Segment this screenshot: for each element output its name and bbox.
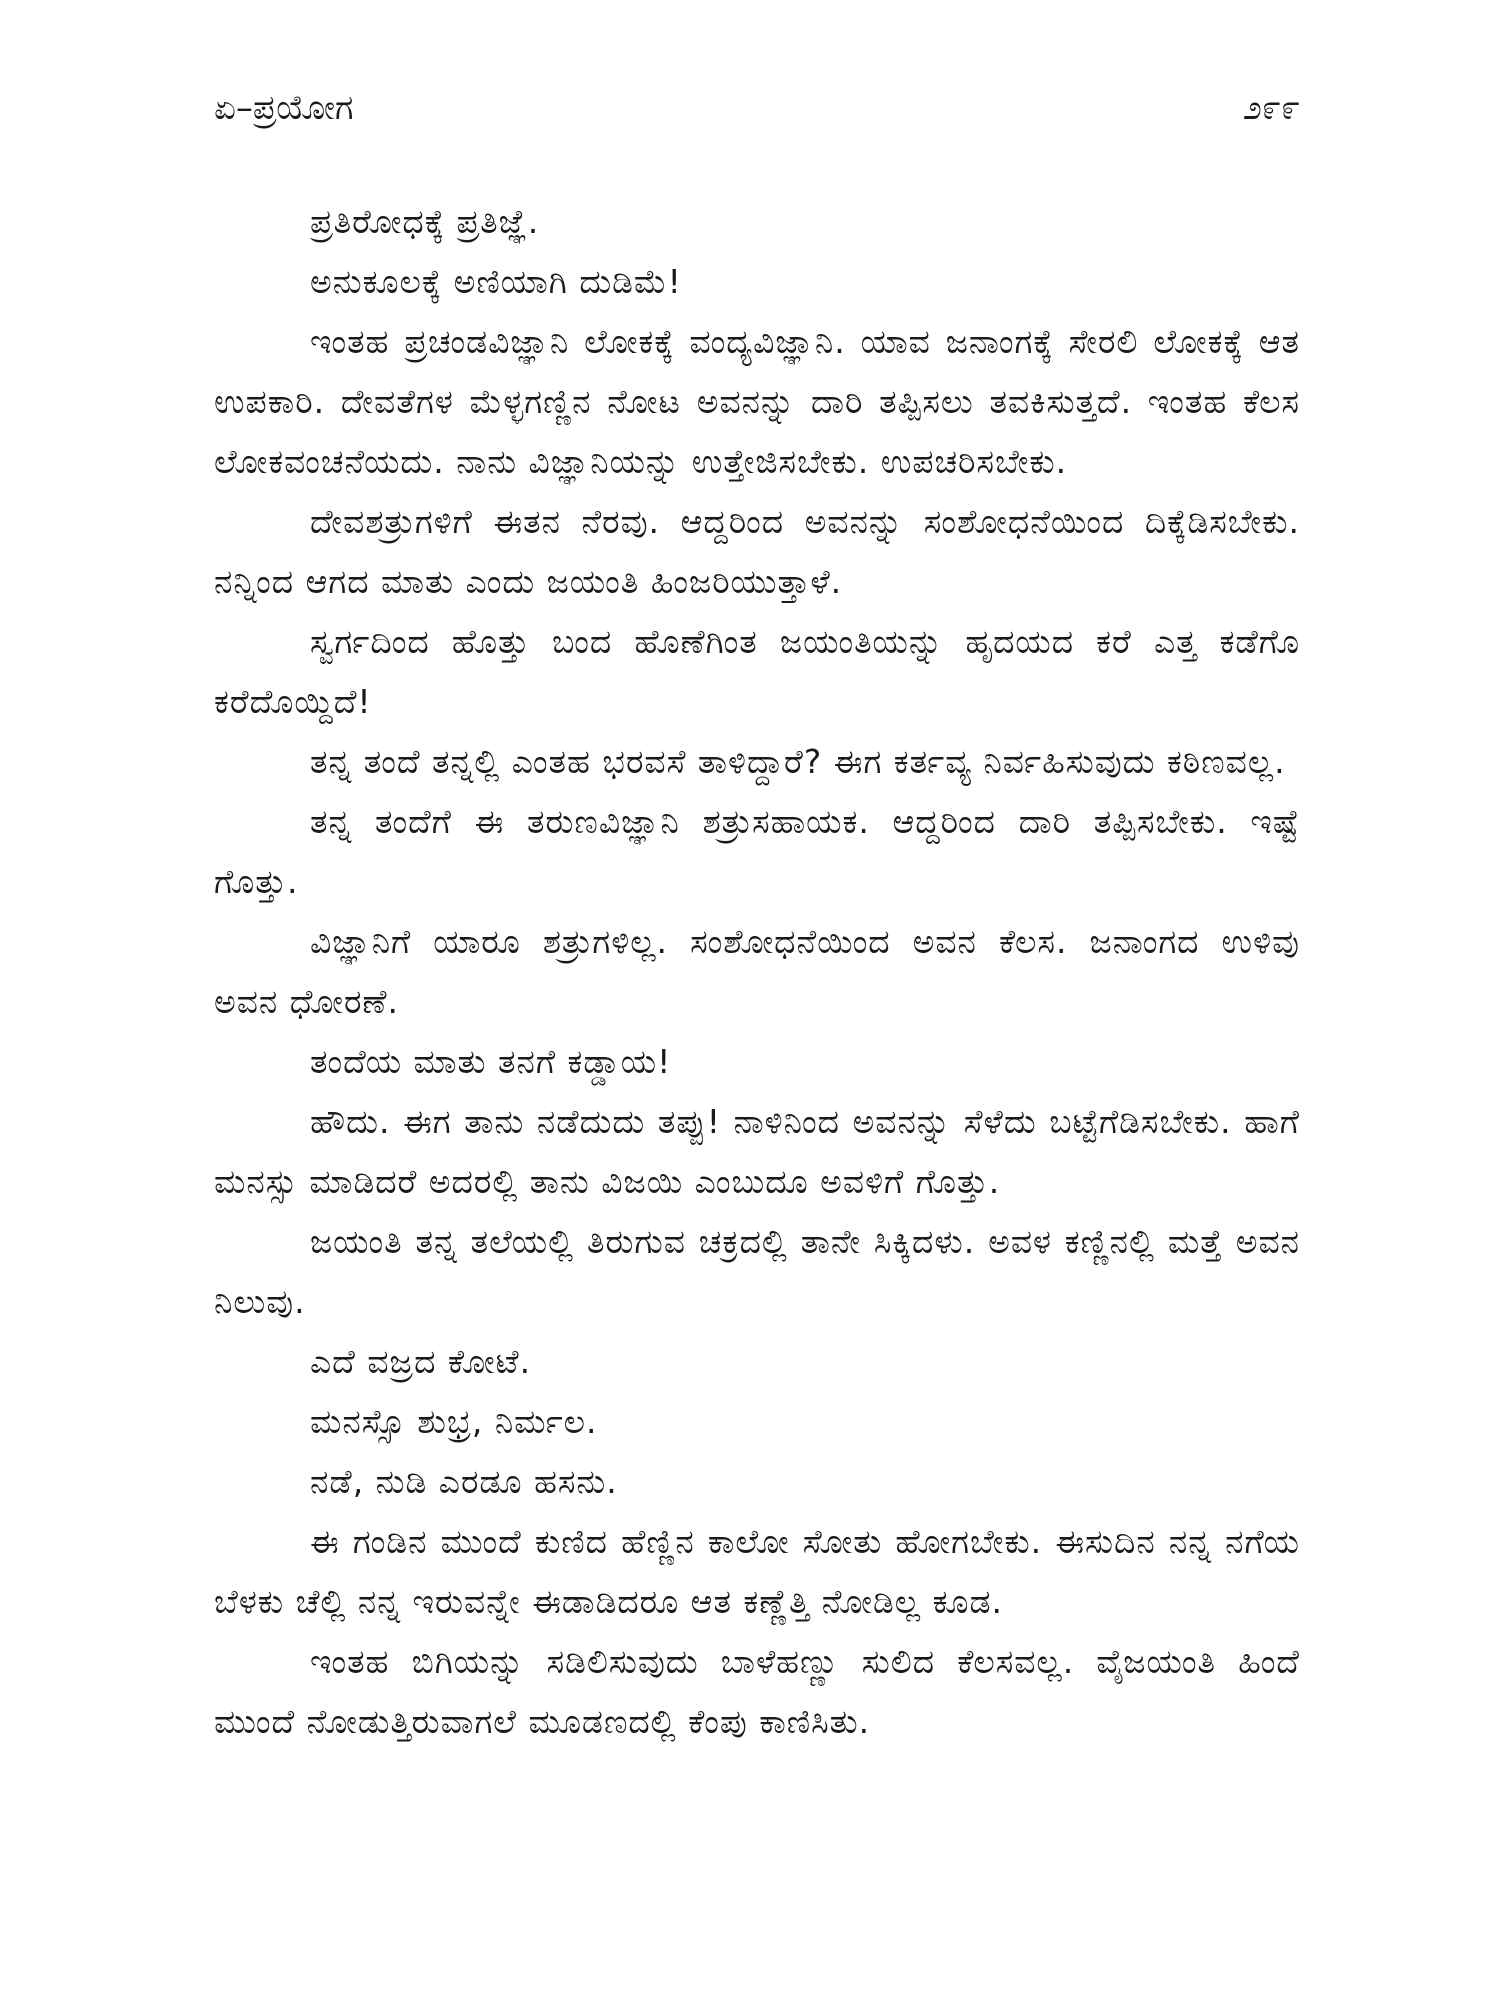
chapter-title: ಏ–ಪ್ರಯೋಗ [214, 88, 354, 128]
paragraph: ಸ್ವರ್ಗದಿಂದ ಹೊತ್ತು ಬಂದ ಹೊಣೆಗಿಂತ ಜಯಂತಿಯನ್ನು ಹೃದಯದ ಕರೆ ಎತ್ತ ಕಡೆಗೊ ಕರೆದೊಯ್ದಿದೆ! [214, 622, 1300, 721]
paragraph: ಜಯಂತಿ ತನ್ನ ತಲೆಯಲ್ಲಿ ತಿರುಗುವ ಚಕ್ರದಲ್ಲಿ ತಾನೇ ಸಿಕ್ಕಿದಳು. ಅವಳ ಕಣ್ಣಿನಲ್ಲಿ ಮತ್ತೆ ಅವನ ನಿಲುವು. [214, 1222, 1300, 1321]
paragraph: ತಂದೆಯ ಮಾತು ತನಗೆ ಕಡ್ಡಾಯ! [310, 1042, 672, 1081]
paragraph: ಅನುಕೂಲಕ್ಕೆ ಅಣಿಯಾಗಿ ದುಡಿಮೆ! [310, 262, 682, 301]
paragraph: ಮನಸ್ಸೊ ಶುಭ್ರ, ನಿರ್ಮಲ. [310, 1402, 598, 1441]
paragraph: ಪ್ರತಿರೋಧಕ್ಕೆ ಪ್ರತಿಜ್ಞೆ. [310, 202, 540, 241]
paragraph: ಇಂತಹ ಬಿಗಿಯನ್ನು ಸಡಿಲಿಸುವುದು ಬಾಳೆಹಣ್ಣು ಸುಲಿದ ಕೆಲಸವಲ್ಲ. ವೈಜಯಂತಿ ಹಿಂದೆ ಮುಂದೆ ನೋಡುತ್ತಿರುವಾಗಲೆ ಮೂಡಣದಲ್ಲಿ ಕೆಂಪು ಕಾಣಿಸಿತು. [214, 1642, 1300, 1741]
running-header [214, 84, 1300, 132]
paragraph: ಹೌದು. ಈಗ ತಾನು ನಡೆದುದು ತಪ್ಪು! ನಾಳಿನಿಂದ ಅವನನ್ನು ಸೆಳೆದು ಬಟ್ಟೆಗೆಡಿಸಬೇಕು. ಹಾಗೆ ಮನಸ್ಸು ಮಾಡಿದರೆ ಅದರಲ್ಲಿ ತಾನು ವಿಜಯಿ ಎಂಬುದೂ ಅವಳಿಗೆ ಗೊತ್ತು. [214, 1102, 1300, 1201]
paragraph: ನಡೆ, ನುಡಿ ಎರಡೂ ಹಸನು. [310, 1462, 618, 1501]
paragraph: ತನ್ನ ತಂದೆ ತನ್ನಲ್ಲಿ ಎಂತಹ ಭರವಸೆ ತಾಳಿದ್ದಾರೆ? ಈಗ ಕರ್ತವ್ಯ ನಿರ್ವಹಿಸುವುದು ಕಠಿಣವಲ್ಲ. [310, 742, 1286, 781]
paragraph: ಇಂತಹ ಪ್ರಚಂಡವಿಜ್ಞಾನಿ ಲೋಕಕ್ಕೆ ವಂದ್ಯವಿಜ್ಞಾನಿ. ಯಾವ ಜನಾಂಗಕ್ಕೆ ಸೇರಲಿ ಲೋಕಕ್ಕೆ ಆತ ಉಪಕಾರಿ. ದೇವತೆಗಳ ಮೆಳ್ಳಗಣ್ಣಿನ ನೋಟ ಅವನನ್ನು ದಾರಿ ತಪ್ಪಿಸಲು ತವಕಿಸುತ್ತದೆ. ಇಂತಹ ಕೆಲಸ ಲೋಕವಂಚನೆಯದು. ನಾನು ವಿಜ್ಞಾನಿಯನ್ನು ಉತ್ತೇಜಿಸಬೇಕು. ಉಪಚರಿಸಬೇಕು. [214, 322, 1300, 481]
page-number: ೨೯೯ [1242, 88, 1300, 128]
paragraph: ಎದೆ ವಜ್ರದ ಕೋಟೆ. [310, 1342, 532, 1381]
paragraph: ದೇವಶತ್ರುಗಳಿಗೆ ಈತನ ನೆರವು. ಆದ್ದರಿಂದ ಅವನನ್ನು ಸಂಶೋಧನೆಯಿಂದ ದಿಕ್ಕೆಡಿಸಬೇಕು. ನನ್ನಿಂದ ಆಗದ ಮಾತು ಎಂದು ಜಯಂತಿ ಹಿಂಜರಿಯುತ್ತಾಳೆ. [214, 502, 1300, 601]
body-text [214, 192, 1300, 1752]
paragraph: ತನ್ನ ತಂದೆಗೆ ಈ ತರುಣವಿಜ್ಞಾನಿ ಶತ್ರುಸಹಾಯಕ. ಆದ್ದರಿಂದ ದಾರಿ ತಪ್ಪಿಸಬೇಕು. ಇಷ್ಟೆ ಗೊತ್ತು. [214, 802, 1300, 901]
paragraph: ವಿಜ್ಞಾನಿಗೆ ಯಾರೂ ಶತ್ರುಗಳಿಲ್ಲ. ಸಂಶೋಧನೆಯಿಂದ ಅವನ ಕೆಲಸ. ಜನಾಂಗದ ಉಳಿವು ಅವನ ಧೋರಣೆ. [214, 922, 1300, 1021]
paragraph: ಈ ಗಂಡಿನ ಮುಂದೆ ಕುಣಿದ ಹೆಣ್ಣಿನ ಕಾಲೋ ಸೋತು ಹೋಗಬೇಕು. ಈಸುದಿನ ನನ್ನ ನಗೆಯ ಬೆಳಕು ಚೆಲ್ಲಿ ನನ್ನ ಇರುವನ್ನೇ ಈಡಾಡಿದರೂ ಆತ ಕಣ್ಣೆತ್ತಿ ನೋಡಿಲ್ಲ ಕೂಡ. [214, 1522, 1300, 1621]
